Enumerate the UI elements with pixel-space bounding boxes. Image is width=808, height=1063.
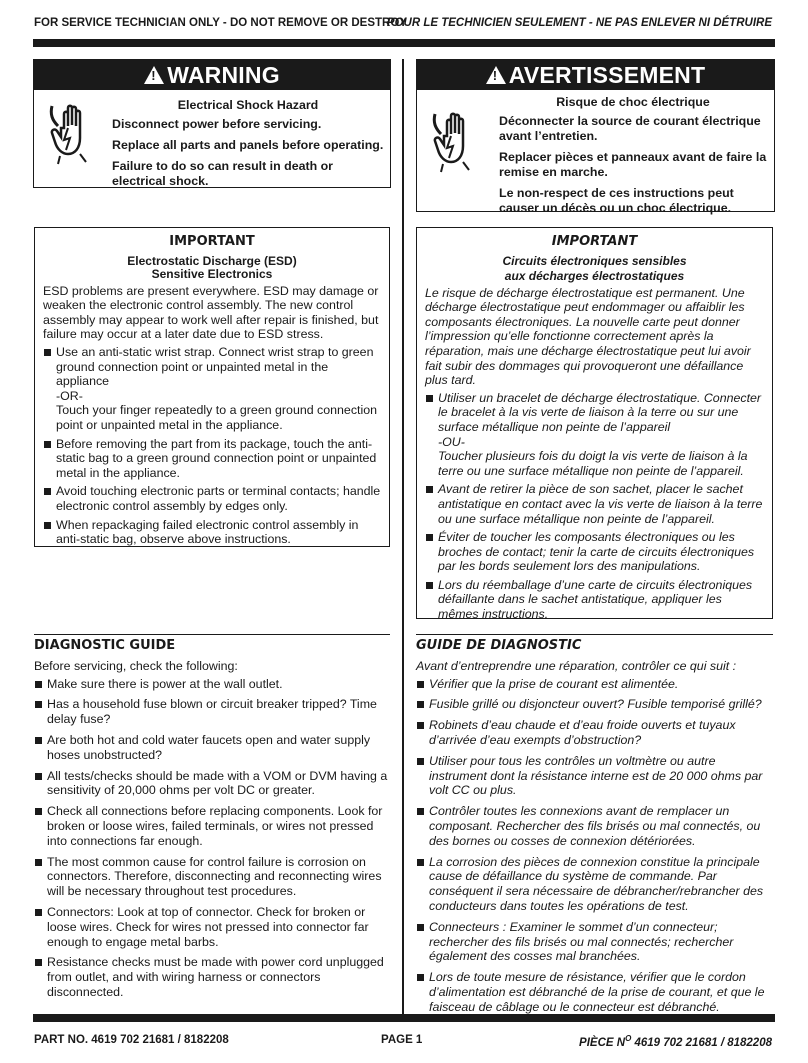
list-item: Check all connections before replacing components. Look for broken or loose wires, failed terminals, or wires not pressed into connections far enough.	[34, 804, 390, 848]
important-title-en: IMPORTANT	[169, 234, 255, 249]
warning-line: Disconnect power before servicing.	[112, 117, 322, 131]
warning-hazard-fr: Risque de choc électrique	[556, 95, 710, 109]
electrical-shock-hand-icon	[425, 108, 485, 176]
list-item: Are both hot and cold water faucets open and water supply hoses unobstructed?	[34, 733, 390, 763]
important-subtitle: Sensitive Electronics	[151, 266, 273, 281]
list-item: Resistance checks must be made with power cord unplugged from outlet, and with wiring harness or connectors disconnected.	[34, 955, 390, 999]
header-right: POUR LE TECHNICIEN SEULEMENT - NE PAS ENLEVER NI DÉTRUIRE	[386, 17, 772, 29]
warning-box-en	[33, 59, 391, 188]
bottom-rule	[33, 1014, 775, 1022]
warning-triangle-icon	[144, 66, 164, 84]
warning-triangle-icon	[486, 66, 506, 84]
top-rule	[33, 39, 775, 47]
diagnostic-intro-en: Before servicing, check the following:	[34, 658, 238, 673]
list-item: Robinets d’eau chaude et d’eau froide ouverts et tuyaux d’arrivée d’eau exempts d’obstruction?	[416, 718, 773, 748]
warning-title-en: !WARNING	[34, 60, 390, 90]
diagnostic-intro-fr: Avant d’entreprendre une réparation, contrôler ce qui suit :	[416, 658, 737, 673]
warning-line: Le non-respect de ces instructions peut causer un décès ou un choc électrique.	[499, 186, 734, 215]
important-box-en	[34, 227, 390, 547]
list-item: Use an anti-static wrist strap. Connect wrist strap to green ground connection point or unpainted metal in the appliance -OR- Touch your finger repeatedly to a green ground connection point or unpainted metal in the appliance.	[43, 345, 381, 433]
diagnostic-guide-fr	[416, 634, 773, 1021]
important-subtitle: aux décharges électrostatiques	[504, 268, 685, 283]
important-intro-fr: Le risque de décharge électrostatique est permanent. Une décharge électrostatique peut endommager ou affaiblir les composants électroniques. La nouvelle carte peut donner l’impression qu’elle fonctionne correctement après la réparation, mais une décharge électrostatique peut lui avoir fait subir des dommages qui provoqueront une défaillance plus tard.	[425, 285, 751, 388]
list-item: Avant de retirer la pièce de son sachet, placer le sachet antistatique en contact avec la vis verte de liaison à la terre ou une surface métallique non peinte de l’appareil.	[425, 482, 764, 526]
list-item: Make sure there is power at the wall outlet.	[34, 677, 390, 692]
list-item: Éviter de toucher les composants électroniques ou les broches de contact; tenir la carte de circuits électroniques par les bords seulement lors des manipulations.	[425, 530, 764, 574]
column-divider	[402, 59, 404, 1022]
important-subtitle: Circuits électroniques sensibles	[502, 253, 687, 268]
warning-title-fr: !AVERTISSEMENT	[417, 60, 774, 90]
list-item: The most common cause for control failure is corrosion on connectors. Therefore, disconnecting and reconnecting wires will be necessary throughout test procedures.	[34, 855, 390, 899]
list-item: Avoid touching electronic parts or terminal contacts; handle electronic control assembly by edges only.	[43, 484, 381, 513]
header-left: FOR SERVICE TECHNICIAN ONLY - DO NOT REMOVE OR DESTROY	[34, 17, 407, 29]
footer-page: PAGE 1	[381, 1034, 423, 1046]
list-item: Lors de toute mesure de résistance, vérifier que le cordon d’alimentation est débranché de la prise de courant, et que le faisceau de câblage ou le connecteur est débranché.	[416, 970, 773, 1014]
list-item: Connecteurs : Examiner le sommet d’un connecteur; rechercher des fils brisés ou mal connectés; rechercher également des cosses mal branchées.	[416, 920, 773, 964]
diagnostic-title-fr: GUIDE DE DIAGNOSTIC	[416, 634, 773, 654]
list-item: Fusible grillé ou disjoncteur ouvert? Fusible temporisé grillé?	[416, 697, 773, 712]
list-item: Contrôler toutes les connexions avant de remplacer un composant. Rechercher des fils brisés ou mal connectés, ou des bornes ou cosses de connexion détériorées.	[416, 804, 773, 848]
important-intro-en: ESD problems are present everywhere. ESD may damage or weaken the electronic control assembly. The new control assembly may appear to work well after repair is finished, but failure may occur at a later date due to ESD stress.	[43, 283, 379, 342]
warning-line: Failure to do so can result in death or electrical shock.	[112, 159, 333, 188]
diagnostic-title-en: DIAGNOSTIC GUIDE	[34, 634, 390, 654]
warning-line: Replacer pièces et panneaux avant de faire la remise en marche.	[499, 150, 767, 179]
important-title-fr: IMPORTANT	[551, 234, 638, 249]
list-item: When repackaging failed electronic control assembly in anti-static bag, observe above instructions.	[43, 518, 381, 547]
list-item: Connectors: Look at top of connector. Check for broken or loose wires. Check for wires not pressed into connector far enough to engage metal barbs.	[34, 905, 390, 949]
list-item: Lors du réemballage d’une carte de circuits électroniques défaillante dans le sachet antistatique, appliquer les mêmes instructions.	[425, 578, 764, 622]
list-item: Utiliser un bracelet de décharge électrostatique. Connecter le bracelet à la vis verte de liaison à la terre ou sur une surface métallique non peinte de l’appareil -OU- Toucher plusieurs fois du doigt la vis verte de liaison à la terre ou une surface métallique non peinte de l’appareil.	[425, 391, 764, 479]
electrical-shock-hand-icon	[42, 100, 102, 168]
important-subtitle: Electrostatic Discharge (ESD)	[127, 253, 297, 268]
list-item: La corrosion des pièces de connexion constitue la principale cause de défaillance du système de commande. Par conséquent il sera nécessaire de débrancher/rebrancher des conducteurs dans toutes les opérations de test.	[416, 855, 773, 914]
footer-part-number: PART NO. 4619 702 21681 / 8182208	[34, 1034, 229, 1046]
footer-piece-number: PIÈCE $N^O$ 4619 702 21681 / 8182208	[579, 1034, 772, 1049]
list-item: Before removing the part from its package, touch the anti-static bag to a green ground connection point or unpainted metal in the appliance.	[43, 437, 381, 481]
important-box-fr	[416, 227, 773, 622]
list-item: Has a household fuse blown or circuit breaker tripped? Time delay fuse?	[34, 697, 390, 727]
list-item: Utiliser pour tous les contrôles un voltmètre ou autre instrument dont la résistance interne est de 20 000 ohms par volt CC ou plus.	[416, 754, 773, 798]
list-item: Vérifier que la prise de courant est alimentée.	[416, 677, 773, 692]
warning-line: Déconnecter la source de courant électrique avant l’entretien.	[499, 114, 761, 143]
warning-box-fr	[416, 59, 775, 215]
warning-hazard-en: Electrical Shock Hazard	[177, 98, 319, 112]
warning-line: Replace all parts and panels before operating.	[112, 138, 384, 152]
diagnostic-guide-en	[34, 634, 390, 1006]
list-item: All tests/checks should be made with a VOM or DVM having a sensitivity of 20,000 ohms per volt DC or greater.	[34, 769, 390, 799]
